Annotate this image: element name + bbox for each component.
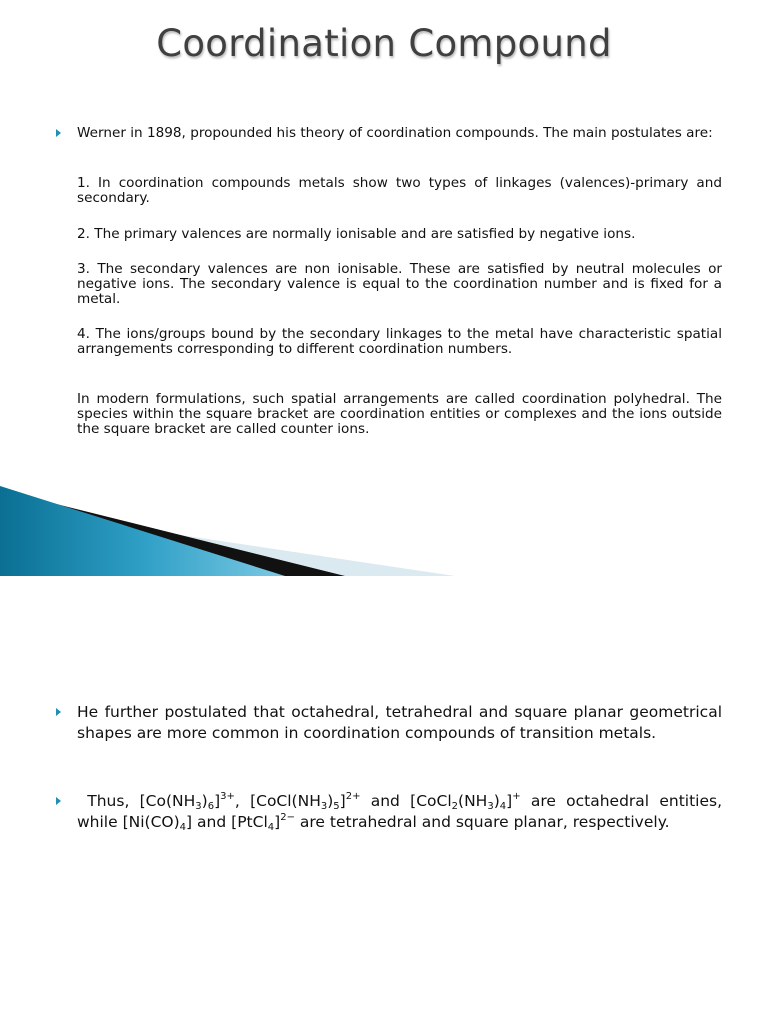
bullet-arrow-icon: [56, 797, 61, 805]
formula-co-nh3-6: $[Co(NH_3)_6]^{3+}$: [139, 791, 235, 812]
postulate-shapes-text: He further postulated that octahedral, tetrahedral and square planar geometrical shapes are more common in coordination compounds of transition metals.: [77, 703, 722, 742]
bullet-arrow-icon: [56, 129, 61, 137]
slide-title: Coordination Compound: [156, 22, 612, 65]
decorative-swoosh: [0, 480, 768, 576]
slide-2: [0, 576, 768, 1024]
examples-bullet: [56, 791, 722, 832]
examples-and-1: and: [370, 792, 400, 810]
postulate-4: 4. The ions/groups bound by the secondary linkages to the metal have characteristic spatial arrangements corresponding to different coordination numbers.: [77, 326, 722, 357]
intro-bullet: [56, 126, 722, 141]
postulate-bullet: [56, 702, 722, 743]
examples-text: Thus, $[Co(NH_3)_6]^{3+}$, $[CoCl(NH_3)_5]^{2+}$ and $[CoCl_2(NH_3)_4]^+$ are octahedral entities, while $[Ni(CO)_4]$ and [PtCl$_4$]$^{2-}$ are tetrahedral and square planar, respectively.: [77, 791, 723, 833]
formula-cocl-nh3-5: $[CoCl(NH_3)_5]^{2+}$: [250, 791, 361, 812]
swoosh-teal-band: [0, 486, 285, 576]
examples-mid: are octahedral entities, while: [77, 792, 723, 831]
formula-ni-co-4: $[Ni(CO)_4]$: [122, 812, 193, 833]
examples-lead: Thus,: [87, 792, 130, 810]
postulate-1: 1. In coordination compounds metals show two types of linkages (valences)-primary and secondary.: [77, 175, 722, 206]
formula-ptcl4: [PtCl$_4$]$^{2-}$: [231, 811, 295, 833]
formula-cocl2-nh3-4: $[CoCl_2(NH_3)_4]^+$: [410, 791, 521, 812]
examples-and-2: and: [197, 812, 227, 831]
modern-formulations-paragraph: In modern formulations, such spatial arrangements are called coordination polyhedral. The species within the square bracket are coordination entities or complexes and the ions outside the square bracket are called counter ions.: [77, 391, 722, 437]
postulate-3: 3. The secondary valences are non ionisable. These are satisfied by neutral molecules or negative ions. The secondary valence is equal to the coordination number and is fixed for a metal.: [77, 261, 722, 307]
postulate-2: 2. The primary valences are normally ionisable and are satisfied by negative ions.: [77, 226, 636, 242]
bullet-arrow-icon: [56, 708, 61, 716]
intro-text: Werner in 1898, propounded his theory of coordination compounds. The main postulates are:: [77, 125, 713, 141]
examples-tail: are tetrahedral and square planar, respectively.: [299, 812, 670, 831]
